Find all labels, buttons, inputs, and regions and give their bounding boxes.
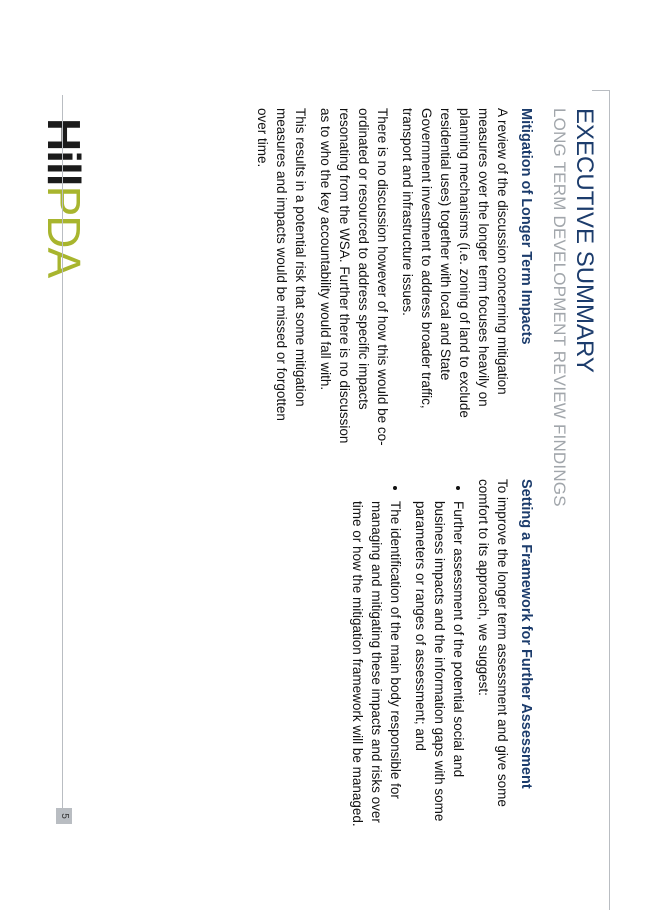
logo-pda-text: PDA xyxy=(38,185,90,278)
list-item: • Further assessment of the potential social and business impacts and the information gaps with some parameters or ranges of assessment; and xyxy=(411,501,468,827)
frame-left-rule xyxy=(592,90,610,91)
page-title: EXECUTIVE SUMMARY xyxy=(571,108,598,373)
logo-hill-text: Hill xyxy=(38,118,90,186)
frame-bottom-rule xyxy=(62,95,63,808)
left-paragraph-3: This results in a potential risk that some mitigation measures and impacts would be missed or forgotten over time. xyxy=(255,108,308,421)
left-paragraph-2: There is no discussion however of how this would be co-ordinated or resourced to address specific impacts resonating from the WSA. Further there is no discussion as to who the key accountability would fall with. xyxy=(318,108,390,446)
left-column-heading: Mitigation of Longer Term Impacts xyxy=(518,108,534,345)
right-column xyxy=(342,479,536,827)
hillpda-logo xyxy=(36,118,92,277)
right-intro: To improve the longer term assessment and give some comfort to its approach, we suggest: xyxy=(476,479,510,807)
left-column xyxy=(247,108,536,450)
suggestion-list xyxy=(348,479,468,827)
page-subtitle: LONG TERM DEVELOPMENT REVIEW FINDINGS xyxy=(550,108,569,507)
left-paragraph-1: A review of the discussion concerning mitigation measures over the longer term focuses heavily on planning mechanisms (i.e. zoning of land to exclude residential uses) together with local and State Government investment to address broader traffic, transport and infrastructure issues. xyxy=(400,108,510,418)
page-number-badge: 5 xyxy=(56,808,72,824)
right-column-heading: Setting a Framework for Further Assessment xyxy=(518,479,534,789)
frame-top-rule xyxy=(609,90,610,910)
list-item: • The identification of the main body responsible for managing and mitigating these impacts and risks over time or how the mitigation framework will be managed. xyxy=(348,501,405,827)
